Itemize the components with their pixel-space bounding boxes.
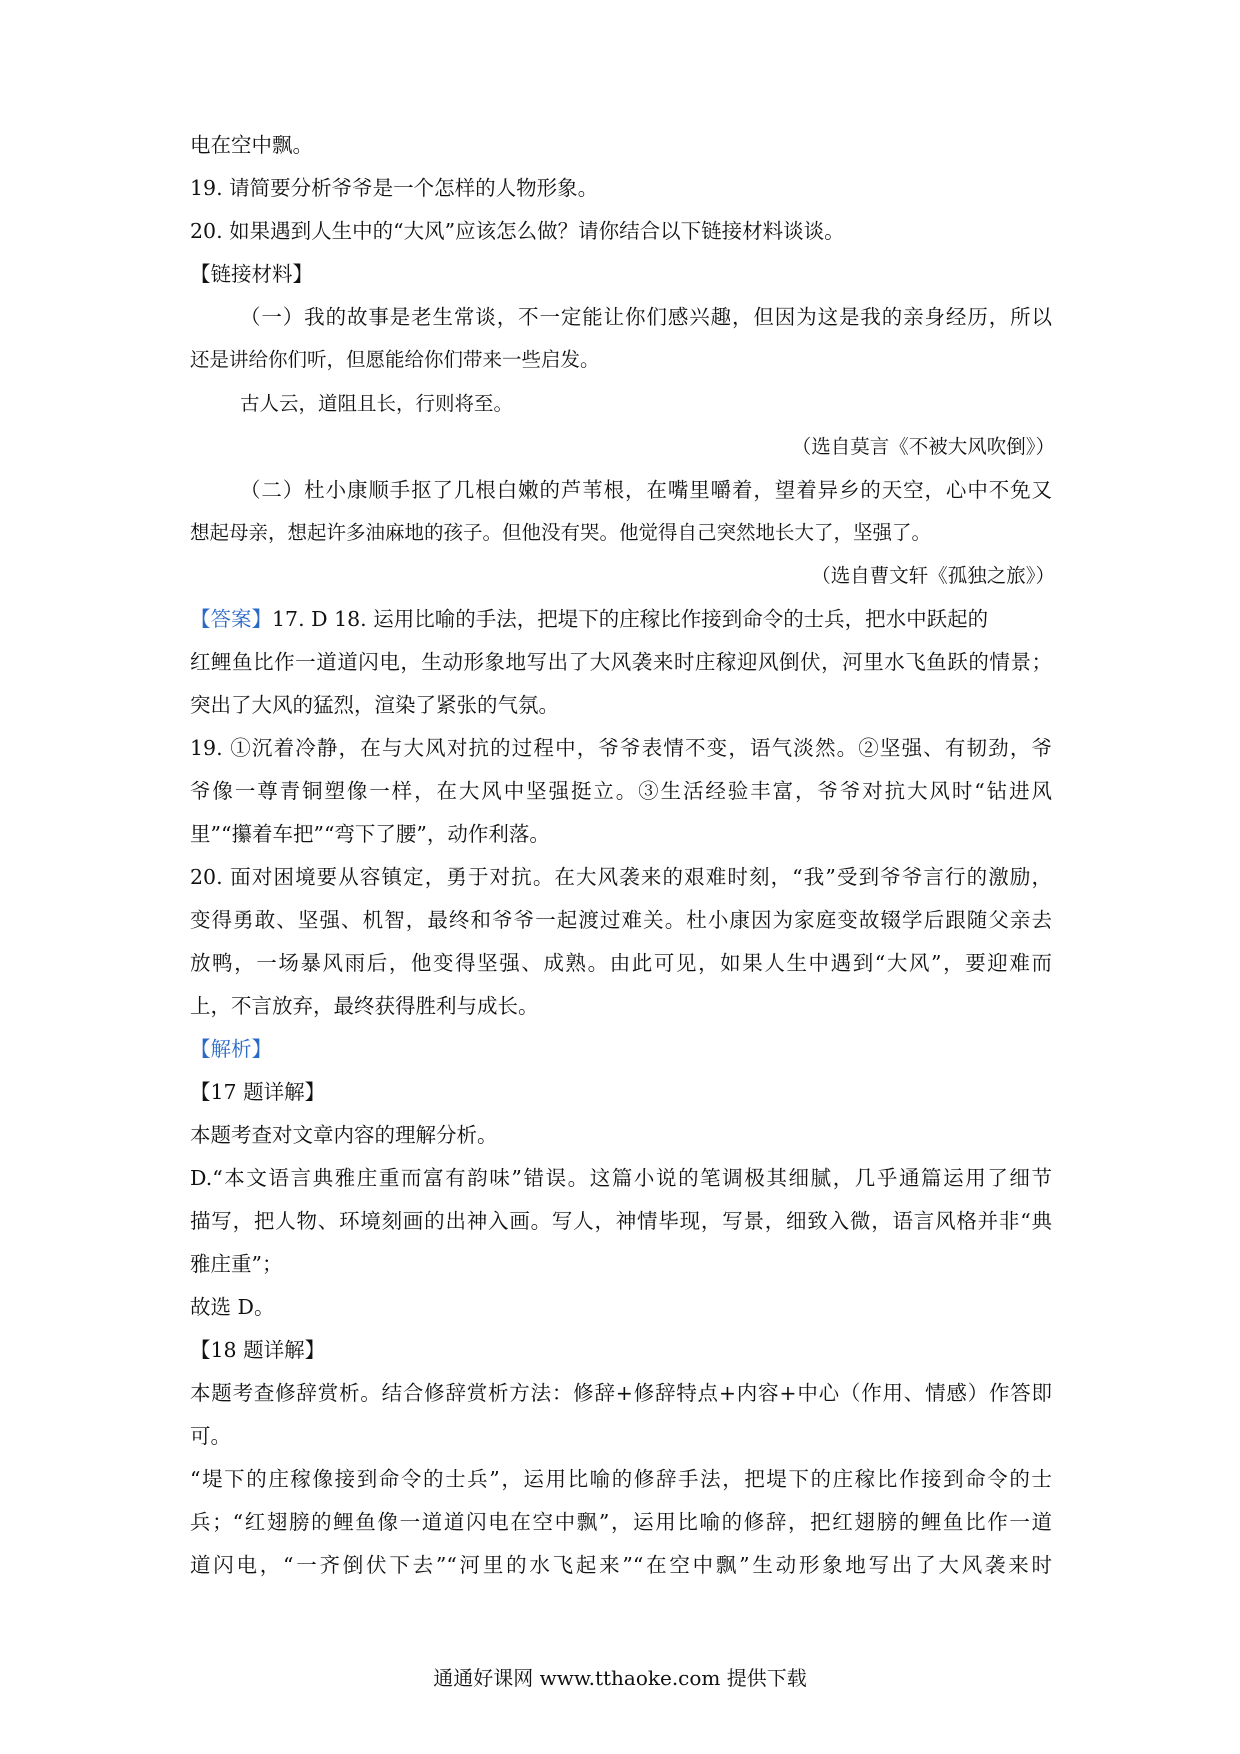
page-footer: 通通好课网 www.tthaoke.com 提供下载 <box>433 1666 807 1690</box>
analysis-18-line: 兵；“红翅膀的鲤鱼像一道道闪电在空中飘”，运用比喻的修辞，把红翅膀的鲤鱼比作一道 <box>190 1510 1052 1534</box>
question-19: 19. 请简要分析爷爷是一个怎样的人物形象。 <box>190 176 599 200</box>
answer-20-line: 20. 面对困境要从容镇定，勇于对抗。在大风袭来的艰难时刻，“我”受到爷爷言行的激励， <box>190 865 1052 889</box>
answer-20-line: 放鸭，一场暴风雨后，他变得坚强、成熟。由此可见，如果人生中遇到“大风”，要迎难而 <box>190 951 1052 975</box>
material-one-quote: 古人云，道阻且长，行则将至。 <box>240 392 514 415</box>
answer-tag: 【答案】 <box>190 607 272 631</box>
analysis-17-line: D.“本文语言典雅庄重而富有韵味”错误。这篇小说的笔调极其细腻，几乎通篇运用了细节 <box>190 1166 1052 1190</box>
material-two-source: （选自曹文轩《孤独之旅》） <box>811 564 1055 587</box>
material-one-source: （选自莫言《不被大风吹倒》） <box>791 435 1055 458</box>
section-heading-18: 【18 题详解】 <box>190 1338 326 1362</box>
answer-line <box>190 605 988 633</box>
material-two-line: 想起母亲，想起许多油麻地的孩子。但他没有哭。他觉得自己突然地长大了，坚强了。 <box>190 521 932 544</box>
text-line: 电在空中飘。 <box>190 133 313 157</box>
section-heading-17: 【17 题详解】 <box>190 1080 326 1104</box>
answer-19-line: 里”“攥着车把”“弯下了腰”，动作利落。 <box>190 822 550 846</box>
analysis-17-line: 雅庄重”； <box>190 1252 283 1276</box>
analysis-17-conclusion: 故选 D。 <box>190 1295 275 1319</box>
answer-20-line: 上，不言放弃，最终获得胜利与成长。 <box>190 994 539 1018</box>
analysis-17-line: 描写，把人物、环境刻画的出神入画。写人，神情毕现，写景，细致入微，语言风格并非“典 <box>190 1209 1052 1233</box>
section-heading-link-material: 【链接材料】 <box>190 262 313 286</box>
answer-20-line: 变得勇敢、坚强、机智，最终和爷爷一起渡过难关。杜小康因为家庭变故辍学后跟随父亲去 <box>190 908 1052 932</box>
analysis-18-line: 本题考查修辞赏析。结合修辞赏析方法：修辞+修辞特点+内容+中心（作用、情感）作答即 <box>190 1381 1052 1405</box>
material-two-line: （二）杜小康顺手抠了几根白嫩的芦苇根，在嘴里嚼着，望着异乡的天空，心中不免又 <box>240 478 1052 502</box>
question-20: 20. 如果遇到人生中的“大风”应该怎么做？请你结合以下链接材料谈谈。 <box>190 219 845 243</box>
answer-line: 突出了大风的猛烈，渲染了紧张的气氛。 <box>190 693 559 717</box>
answer-line: 红鲤鱼比作一道道闪电，生动形象地写出了大风袭来时庄稼迎风倒伏，河里水飞鱼跃的情景； <box>190 650 1052 674</box>
answer-text: 17. D 18. 运用比喻的手法，把堤下的庄稼比作接到命令的士兵，把水中跃起的 <box>272 607 989 631</box>
material-one-line: （一）我的故事是老生常谈，不一定能让你们感兴趣，但因为这是我的亲身经历，所以 <box>240 305 1052 329</box>
answer-19-line: 爷像一尊青铜塑像一样，在大风中坚强挺立。③生活经验丰富，爷爷对抗大风时“钻进风 <box>190 779 1052 803</box>
material-one-line: 还是讲给你们听，但愿能给你们带来一些启发。 <box>190 348 600 371</box>
analysis-tag: 【解析】 <box>190 1037 272 1061</box>
analysis-18-line: “堤下的庄稼像接到命令的士兵”，运用比喻的修辞手法，把堤下的庄稼比作接到命令的士 <box>190 1467 1052 1491</box>
analysis-18-line: 道闪电，“一齐倒伏下去”“河里的水飞起来”“在空中飘”生动形象地写出了大风袭来时 <box>190 1553 1052 1577</box>
analysis-17-line: 本题考查对文章内容的理解分析。 <box>190 1123 498 1147</box>
answer-19-line: 19. ①沉着冷静，在与大风对抗的过程中，爷爷表情不变，语气淡然。②坚强、有韧劲，爷 <box>190 736 1052 760</box>
analysis-18-line: 可。 <box>190 1424 231 1448</box>
